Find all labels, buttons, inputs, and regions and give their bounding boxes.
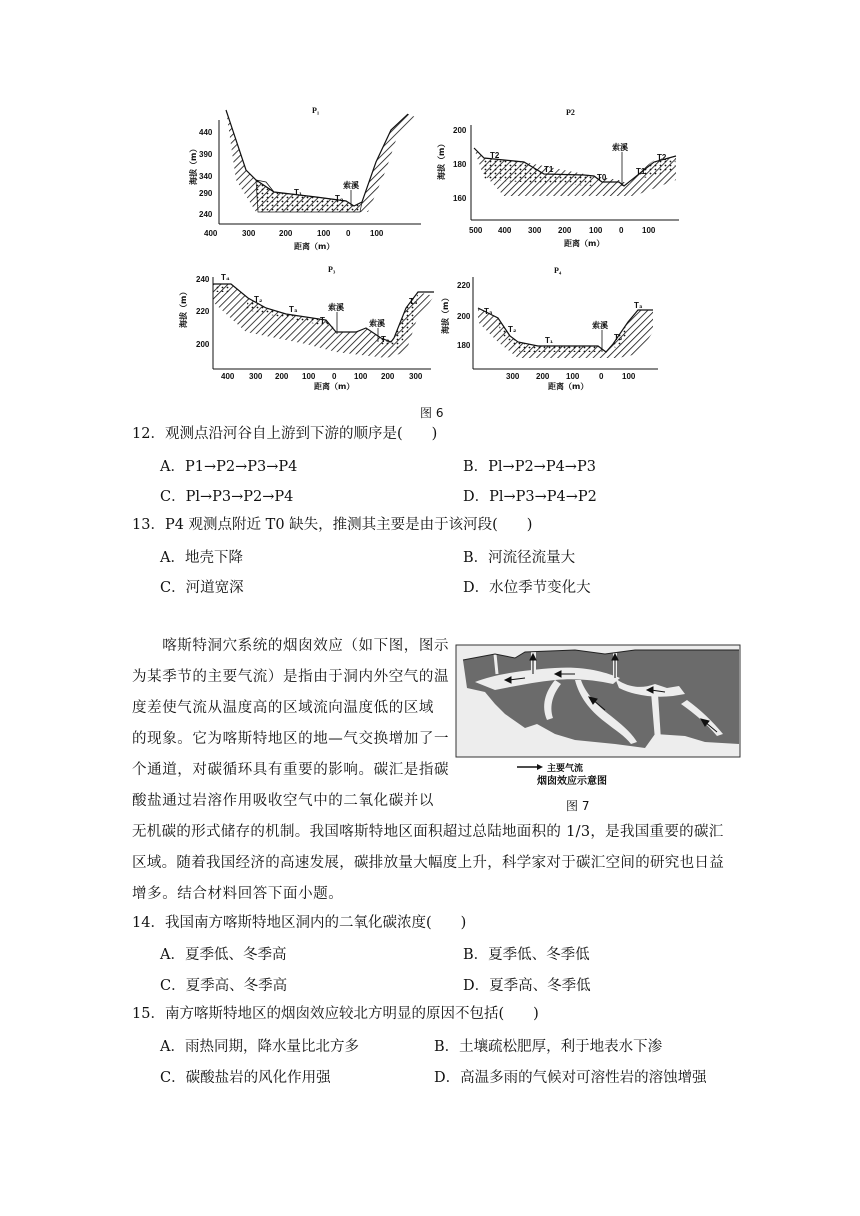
- p1-ylabel: 海拔（m）: [189, 144, 198, 185]
- svg-text:180: 180: [453, 160, 467, 169]
- svg-text:距离（m）: 距离（m）: [548, 382, 589, 391]
- svg-text:300: 300: [409, 372, 423, 381]
- svg-text:100: 100: [370, 229, 384, 238]
- q14-option-a[interactable]: A．夏季低、冬季高: [160, 947, 287, 963]
- figure7-caption: 图 7: [566, 799, 590, 813]
- svg-text:290: 290: [199, 189, 213, 198]
- q14-option-d[interactable]: D．夏季高、冬季低: [463, 978, 591, 994]
- svg-text:距离（m）: 距离（m）: [564, 239, 605, 248]
- svg-text:300: 300: [242, 229, 256, 238]
- svg-text:200: 200: [279, 229, 293, 238]
- svg-text:200: 200: [457, 312, 471, 321]
- svg-text:160: 160: [453, 194, 467, 203]
- svg-text:T₁: T₁: [294, 188, 303, 197]
- svg-text:100: 100: [589, 226, 603, 235]
- svg-text:距离（m）: 距离（m）: [314, 382, 355, 391]
- svg-text:300: 300: [506, 372, 520, 381]
- svg-text:0: 0: [599, 372, 604, 381]
- svg-text:索溪: 索溪: [328, 303, 344, 312]
- svg-text:T₃: T₃: [289, 305, 298, 314]
- q14-stem: 14．我国南方喀斯特地区洞内的二氧化碳浓度( ): [132, 915, 467, 931]
- material-line: 增多。结合材料回答下面小题。: [132, 886, 344, 902]
- svg-text:T0: T0: [597, 173, 607, 182]
- svg-text:T2: T2: [490, 151, 500, 160]
- svg-text:340: 340: [199, 172, 213, 181]
- q15-stem: 15．南方喀斯特地区的烟囱效应较北方明显的原因不包括( ): [132, 1006, 539, 1022]
- svg-text:440: 440: [199, 128, 213, 137]
- svg-text:T₁: T₁: [545, 336, 554, 345]
- svg-text:T₄: T₄: [221, 273, 230, 282]
- q13-option-c[interactable]: C．河道宽深: [160, 580, 244, 596]
- svg-text:索溪: 索溪: [343, 181, 359, 190]
- q15-option-b[interactable]: B．土壤疏松肥厚，利于地表水下渗: [434, 1039, 663, 1055]
- chart-p4: [441, 262, 678, 392]
- q15-option-d[interactable]: D．高温多雨的气候对可溶性岩的溶蚀增强: [434, 1070, 707, 1086]
- p4-ylabel: 海拔（m）: [441, 293, 450, 334]
- q14-option-c[interactable]: C．夏季高、冬季高: [160, 978, 288, 994]
- svg-text:100: 100: [642, 226, 656, 235]
- q12-stem: 12．观测点沿河谷自上游到下游的顺序是( ): [132, 426, 438, 442]
- svg-text:索溪: 索溪: [612, 143, 628, 152]
- svg-text:索溪: 索溪: [592, 321, 608, 330]
- p3-ylabel: 海拔（m）: [179, 287, 188, 328]
- svg-text:100: 100: [566, 372, 580, 381]
- p1-title: P₁: [312, 106, 320, 115]
- svg-text:200: 200: [196, 340, 210, 349]
- legend-label: 主要气流: [547, 764, 584, 774]
- svg-text:T₃: T₃: [634, 301, 643, 310]
- q15-option-c[interactable]: C．碳酸盐岩的风化作用强: [160, 1070, 331, 1086]
- svg-text:100: 100: [354, 372, 368, 381]
- svg-text:0: 0: [346, 229, 351, 238]
- svg-text:T1: T1: [636, 167, 646, 176]
- svg-text:距离（m）: 距离（m）: [294, 242, 335, 251]
- svg-text:300: 300: [528, 226, 542, 235]
- material-line: 无机碳的形式储存的机制。我国喀斯特地区面积超过总陆地面积的 1/3，是我国重要的碳汇: [132, 824, 724, 840]
- svg-text:200: 200: [536, 372, 550, 381]
- svg-text:400: 400: [204, 229, 218, 238]
- svg-text:T₂: T₂: [254, 295, 263, 304]
- svg-text:T2: T2: [657, 153, 667, 162]
- svg-text:T₀: T₀: [335, 194, 344, 203]
- svg-text:T1: T1: [544, 165, 554, 174]
- q13-option-d[interactable]: D．水位季节变化大: [463, 580, 591, 596]
- svg-text:240: 240: [196, 275, 210, 284]
- svg-text:T₂: T₂: [614, 333, 623, 342]
- svg-text:200: 200: [558, 226, 572, 235]
- svg-text:T₃: T₃: [484, 307, 493, 316]
- material-line: 的现象。它为喀斯特地区的地—气交换增加了一: [132, 731, 450, 747]
- p2-ylabel: 海拔（m）: [437, 139, 446, 180]
- svg-text:220: 220: [457, 281, 471, 290]
- material-line: 度差使气流从温度高的区域流向温度低的区域: [132, 700, 434, 716]
- flow-legend: [517, 762, 583, 774]
- svg-text:390: 390: [199, 150, 213, 159]
- material-line: 区域。随着我国经济的高速发展，碳排放量大幅度上升，科学家对于碳汇空间的研究也日益: [132, 855, 724, 871]
- p2-title: P2: [566, 108, 575, 117]
- figure7-subtitle: 烟囱效应示意图: [537, 776, 607, 787]
- q15-option-a[interactable]: A．雨热同期，降水量比北方多: [160, 1039, 359, 1055]
- svg-text:500: 500: [469, 226, 483, 235]
- material-line: 个通道，对碳循环具有重要的影响。碳汇是指碳: [132, 762, 450, 778]
- q14-option-b[interactable]: B．夏季低、冬季低: [463, 947, 590, 963]
- chart-p1: [189, 100, 436, 260]
- svg-text:0: 0: [619, 226, 624, 235]
- chimney-effect-diagram: [455, 644, 743, 790]
- q13-option-a[interactable]: A．地壳下降: [160, 550, 243, 566]
- svg-text:索溪: 索溪: [369, 319, 385, 328]
- q12-option-a[interactable]: A．P1→P2→P3→P4: [160, 459, 298, 475]
- chart-p2: [437, 100, 684, 250]
- svg-text:100: 100: [317, 229, 331, 238]
- svg-text:100: 100: [622, 372, 636, 381]
- chart-p3: [179, 262, 441, 392]
- svg-text:400: 400: [498, 226, 512, 235]
- material-line: 酸盐通过岩溶作用吸收空气中的二氧化碳并以: [132, 793, 434, 809]
- q13-option-b[interactable]: B．河流径流量大: [463, 550, 576, 566]
- svg-text:400: 400: [221, 372, 235, 381]
- svg-text:T₂: T₂: [508, 325, 517, 334]
- q12-option-d[interactable]: D．Pl→P3→P4→P2: [463, 489, 597, 505]
- svg-text:T₀: T₀: [381, 335, 390, 344]
- q13-stem: 13．P4 观测点附近 T0 缺失，推测其主要是由于该河段( ): [132, 517, 533, 533]
- svg-text:100: 100: [302, 372, 316, 381]
- svg-text:T₁: T₁: [320, 316, 329, 325]
- p3-title: P₃: [328, 265, 336, 274]
- material-line: 喀斯特洞穴系统的烟囱效应（如下图，图示: [132, 638, 450, 654]
- p4-title: P₄: [554, 266, 562, 275]
- svg-text:T₃: T₃: [409, 297, 418, 306]
- q12-option-b[interactable]: B．Pl→P2→P4→P3: [463, 459, 596, 475]
- svg-text:240: 240: [199, 210, 213, 219]
- svg-text:200: 200: [453, 126, 467, 135]
- svg-text:300: 300: [249, 372, 263, 381]
- svg-text:220: 220: [196, 307, 210, 316]
- svg-text:180: 180: [457, 341, 471, 350]
- svg-text:200: 200: [275, 372, 289, 381]
- figure6-caption: 图 6: [420, 406, 444, 420]
- material-line: 为某季节的主要气流）是指由于洞内外空气的温: [132, 669, 450, 685]
- q12-option-c[interactable]: C．Pl→P3→P2→P4: [160, 489, 294, 505]
- svg-text:200: 200: [381, 372, 395, 381]
- svg-text:0: 0: [332, 372, 337, 381]
